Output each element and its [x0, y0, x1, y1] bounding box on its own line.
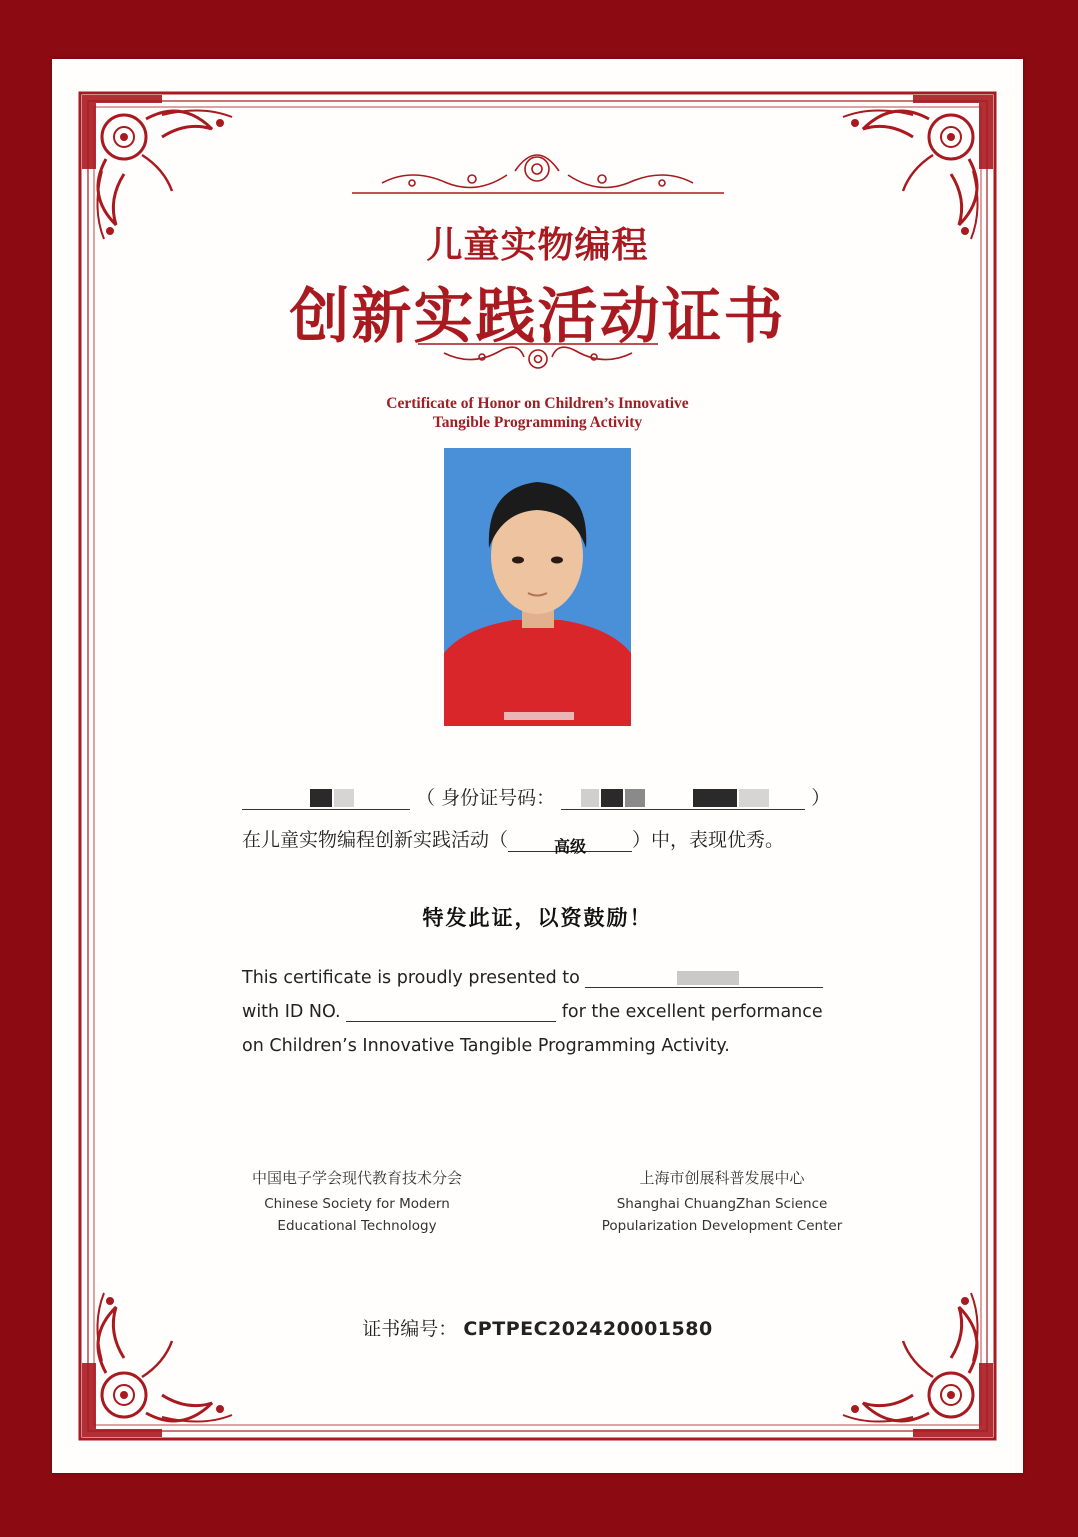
english-line-3: on Children’s Innovative Tangible Programming Activity.: [242, 1036, 730, 1056]
subtitle-line-2: Tangible Programming Activity: [432, 414, 643, 431]
org-right-cn: 上海市创展科普发展中心: [639, 1169, 805, 1187]
title-line-1: 儿童实物编程: [426, 224, 649, 266]
cert-no-label: 证书编号：: [362, 1318, 458, 1340]
en-performance: for the excellent performance: [561, 1002, 823, 1022]
subtitle-line-1: Certificate of Honor on Children’s Innovative: [386, 395, 689, 412]
id-label-close: ）: [811, 787, 831, 809]
english-line-2: [242, 1002, 823, 1022]
special-award-text: 特发此证，以资鼓励！: [422, 906, 653, 930]
activity-prefix: 在儿童实物编程创新实践活动（: [242, 829, 509, 851]
cert-no-value: CPTPEC202420001580: [463, 1318, 713, 1340]
redaction-mosaic: [601, 789, 623, 807]
redaction-mosaic: [677, 971, 739, 985]
redaction-mosaic: [739, 789, 769, 807]
portrait-photo: [444, 448, 631, 726]
redaction-mosaic: [625, 789, 645, 807]
activity-suffix: ）中，表现优秀。: [632, 829, 785, 851]
en-id-label: with ID NO.: [242, 1002, 341, 1022]
redaction-mosaic: [334, 789, 354, 807]
redaction-mosaic: [693, 789, 737, 807]
org-right-en-2: Popularization Development Center: [601, 1218, 843, 1234]
org-left-en-1: Chinese Society for Modern: [264, 1196, 450, 1212]
title-line-2: 创新实践活动证书: [289, 282, 786, 352]
en-presented-to: This certificate is proudly presented to: [242, 968, 580, 988]
redaction-mosaic: [581, 789, 599, 807]
english-line-1: [242, 968, 823, 988]
name-id-line: [242, 783, 830, 810]
id-number-blank: [561, 787, 805, 810]
level-blank: [508, 829, 632, 856]
org-right-en-1: Shanghai ChuangZhan Science: [616, 1196, 828, 1212]
name-blank: [242, 787, 410, 810]
certificate-number: [52, 1314, 1023, 1341]
id-label: （ 身份证号码：: [416, 787, 556, 809]
activity-line: [242, 825, 785, 856]
org-left-cn: 中国电子学会现代教育技术分会: [251, 1169, 462, 1187]
en-name-blank: [585, 969, 823, 988]
en-id-blank: [346, 1003, 556, 1022]
level-value: 高级: [554, 837, 587, 856]
certificate-page: [52, 59, 1023, 1473]
redaction-mosaic: [310, 789, 332, 807]
org-left-en-2: Educational Technology: [277, 1218, 437, 1234]
